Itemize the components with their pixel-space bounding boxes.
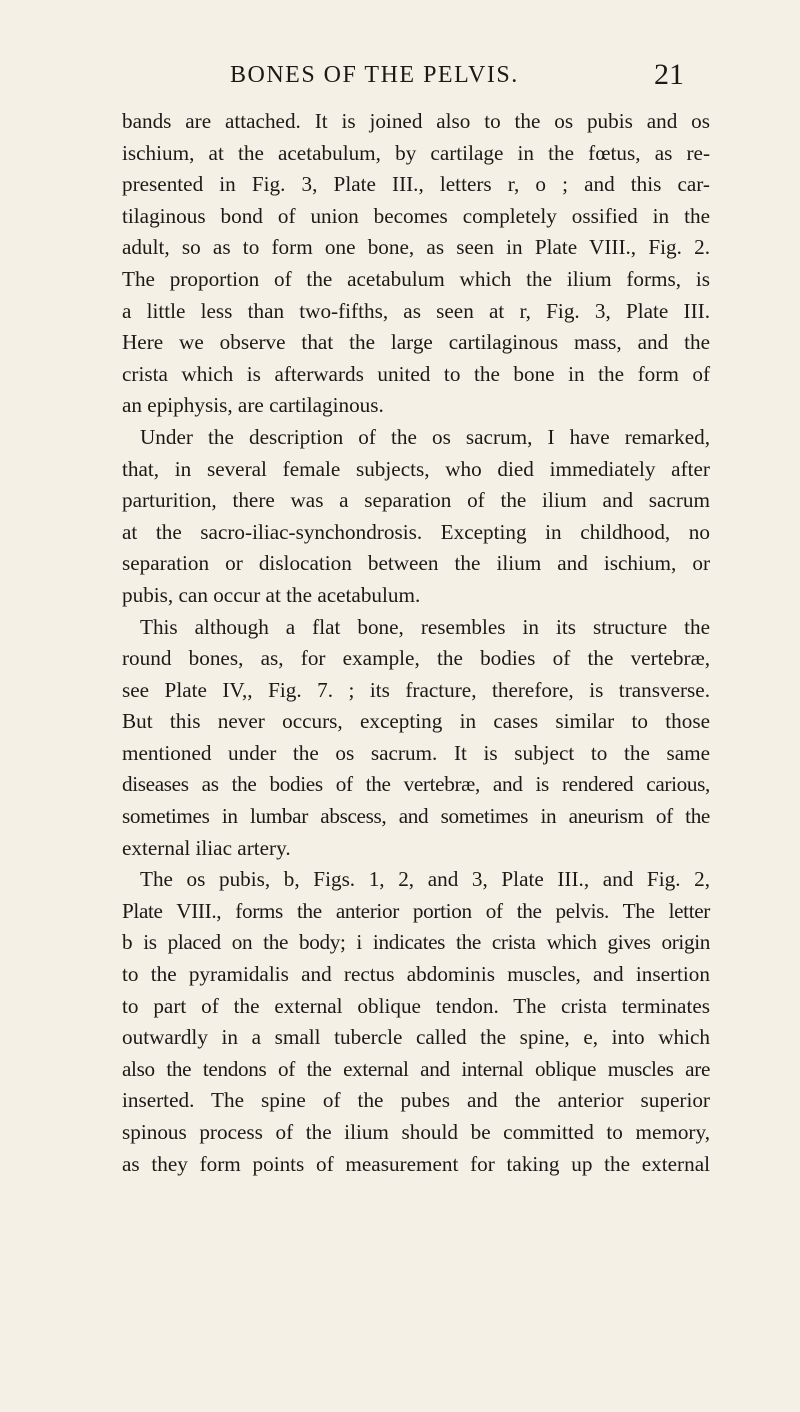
text-line: external iliac artery.: [122, 835, 291, 860]
text-line: spinous process of the ilium should be committed to memory,: [122, 1120, 710, 1144]
running-head: BONES OF THE PELVIS.: [230, 62, 519, 88]
text-line: But this never occurs, excepting in cases similar to those: [122, 709, 710, 734]
text-line: ischium, at the acetabulum, by cartilage in the fœtus, as re-: [122, 140, 710, 165]
text-line: diseases as the bodies of the vertebræ, and is rendered carious,: [122, 772, 710, 797]
text-line: parturition, there was a separation of the ilium and sacrum: [122, 488, 710, 513]
text-line: Under the description of the os sacrum, I have remarked,: [140, 424, 710, 449]
text-line: pubis, can occur at the acetabulum.: [122, 582, 421, 607]
text-line: round bones, as, for example, the bodies of the vertebræ,: [122, 646, 710, 671]
text-line: that, in several female subjects, who died immediately after: [122, 456, 710, 481]
text-line: Here we observe that the large cartilaginous mass, and the: [122, 330, 710, 355]
text-line: at the sacro-iliac-synchondrosis. Excepting in childhood, no: [122, 519, 710, 544]
text-line: The proportion of the acetabulum which the ilium forms, is: [122, 266, 710, 291]
text-line: an epiphysis, are cartilaginous.: [122, 393, 384, 418]
text-line: to the pyramidalis and rectus abdominis muscles, and insertion: [122, 962, 710, 987]
body-text: [122, 106, 710, 1180]
text-line: to part of the external oblique tendon. The crista terminates: [122, 993, 710, 1018]
text-line: outwardly in a small tubercle called the spine, e, into which: [122, 1025, 710, 1050]
text-line: also the tendons of the external and internal oblique muscles are: [122, 1056, 710, 1081]
text-line: presented in Fig. 3, Plate III., letters r, o ; and this car-: [122, 172, 710, 197]
text-line: a little less than two-fifths, as seen at r, Fig. 3, Plate III.: [122, 298, 710, 323]
text-line: as they form points of measurement for taking up the external: [122, 1151, 710, 1176]
text-line: Plate VIII., forms the anterior portion of the pelvis. The letter: [122, 898, 710, 923]
page-header: [150, 58, 710, 98]
text-line: inserted. The spine of the pubes and the anterior superior: [122, 1088, 710, 1113]
text-line: tilaginous bond of union becomes completely ossified in the: [122, 203, 710, 228]
text-line: adult, so as to form one bone, as seen in Plate VIII., Fig. 2.: [122, 235, 710, 260]
text-line: see Plate IV,, Fig. 7. ; its fracture, therefore, is transverse.: [122, 677, 710, 702]
text-line: mentioned under the os sacrum. It is subject to the same: [122, 740, 710, 765]
text-line: The os pubis, b, Figs. 1, 2, and 3, Plate III., and Fig. 2,: [140, 867, 710, 892]
text-line: separation or dislocation between the ilium and ischium, or: [122, 551, 710, 576]
text-line: bands are attached. It is joined also to the os pubis and os: [122, 109, 710, 133]
page-number: 21: [654, 58, 684, 91]
text-line: b is placed on the body; i indicates the crista which gives origin: [122, 930, 710, 955]
text-line: This although a flat bone, resembles in its structure the: [140, 614, 710, 639]
text-line: sometimes in lumbar abscess, and sometimes in aneurism of the: [122, 804, 710, 829]
text-line: crista which is afterwards united to the bone in the form of: [122, 361, 710, 386]
